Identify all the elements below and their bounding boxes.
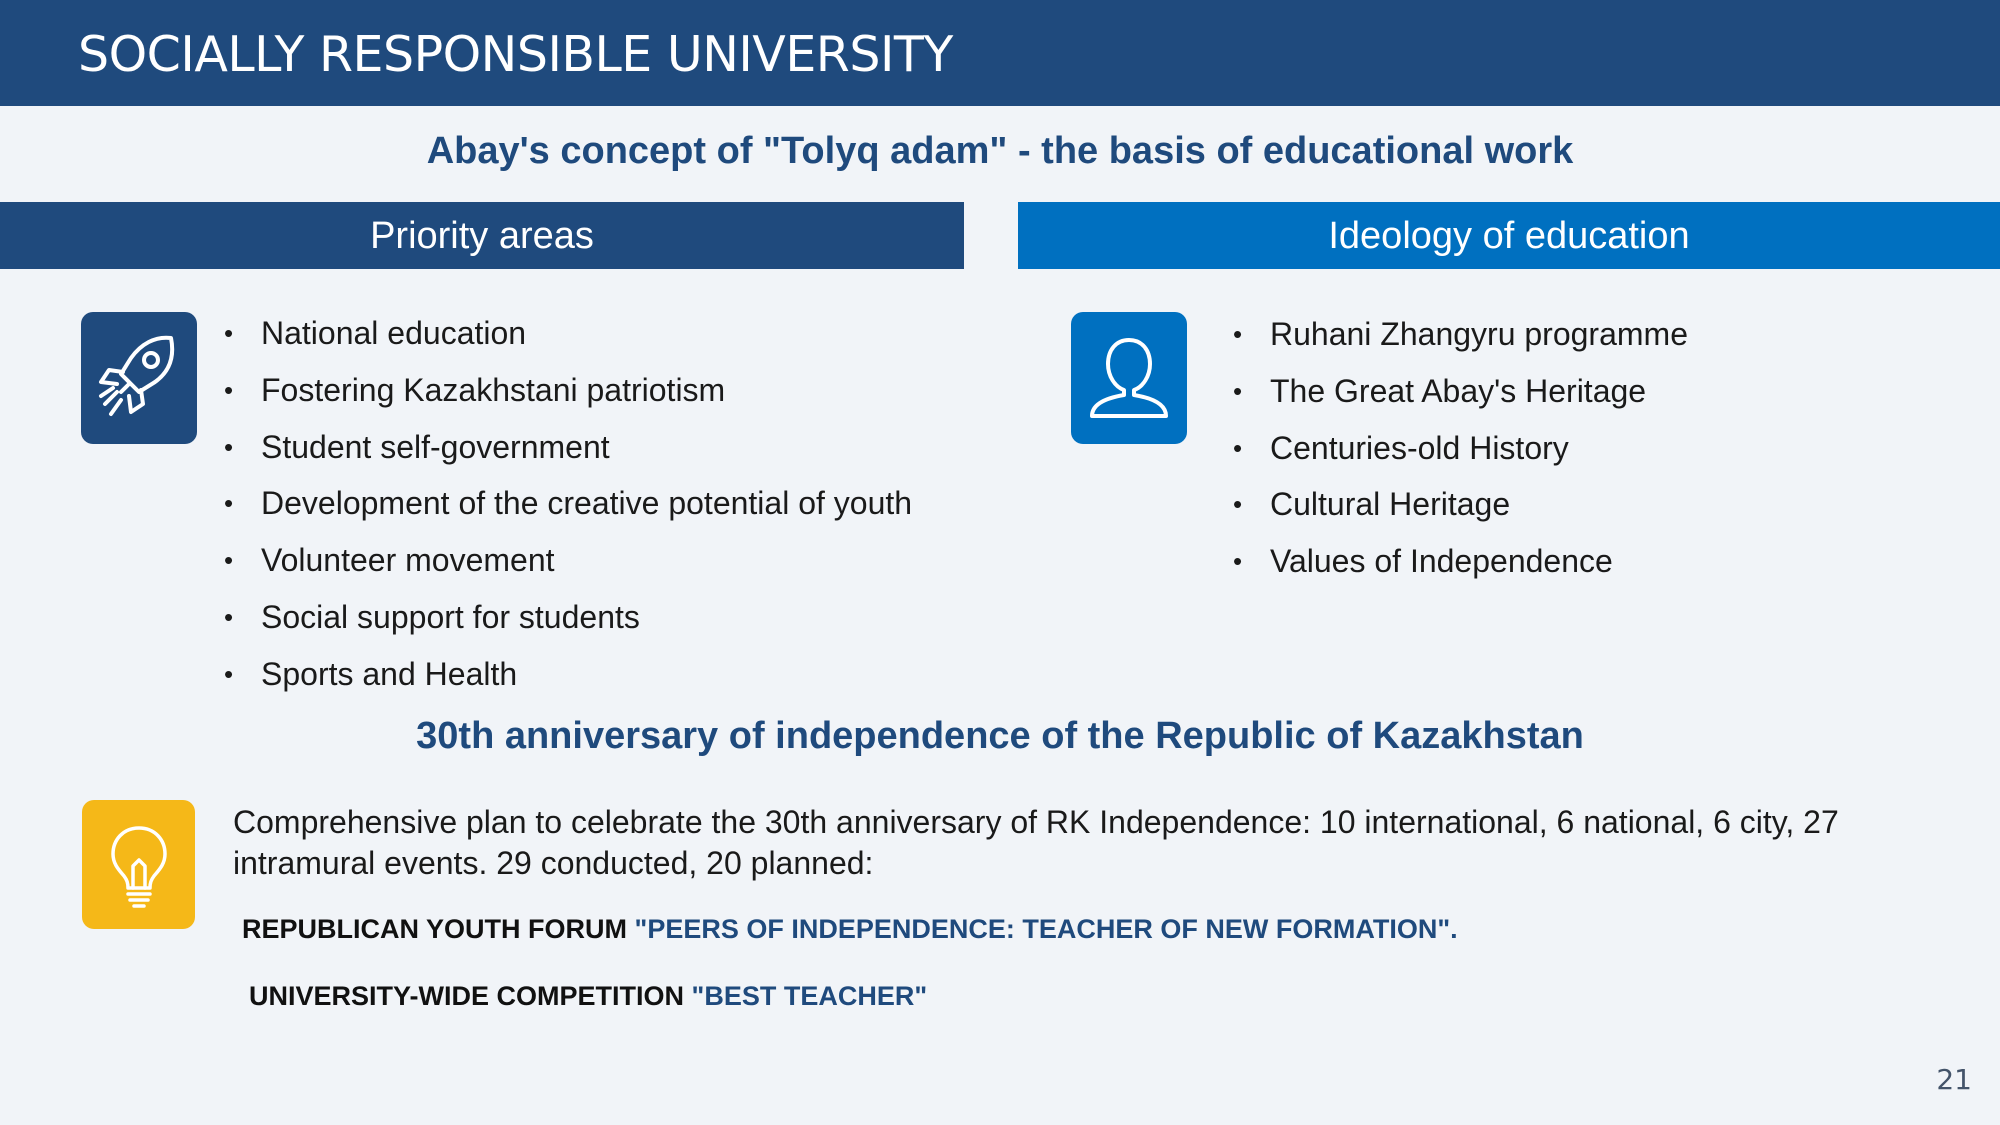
list-item: • Ruhani Zhangyru programme (1233, 306, 1688, 363)
ideology-heading: Ideology of education (1018, 202, 2000, 269)
event-name: "BEST TEACHER" (691, 981, 928, 1011)
priority-areas-list (224, 305, 912, 703)
user-icon (1071, 312, 1187, 444)
list-item: • National education (224, 305, 912, 362)
list-item: • Volunteer movement (224, 532, 912, 589)
rocket-icon (81, 312, 197, 444)
ideology-list (1233, 306, 1688, 590)
list-item: • Social support for students (224, 589, 912, 646)
list-item: • Development of the creative potential of youth (224, 475, 912, 532)
list-item: • Student self-government (224, 419, 912, 476)
list-item: • The Great Abay's Heritage (1233, 363, 1688, 420)
anniversary-title: 30th anniversary of independence of the Republic of Kazakhstan (416, 715, 1584, 757)
list-item: • Sports and Health (224, 646, 912, 703)
page-title: SOCIALLY RESPONSIBLE UNIVERSITY (78, 26, 953, 83)
priority-areas-heading: Priority areas (0, 202, 964, 269)
event-item (249, 981, 927, 1012)
page-number: 21 (1936, 1063, 1972, 1096)
event-type: REPUBLICAN YOUTH FORUM (242, 914, 628, 944)
concept-subtitle: Abay's concept of "Tolyq adam" - the basis of educational work (426, 130, 1574, 172)
event-type: UNIVERSITY-WIDE COMPETITION (249, 981, 685, 1011)
list-item: • Values of Independence (1233, 533, 1688, 590)
lightbulb-icon (82, 800, 195, 929)
list-item: • Cultural Heritage (1233, 476, 1688, 533)
list-item: • Centuries-old History (1233, 420, 1688, 477)
event-name: "PEERS OF INDEPENDENCE: TEACHER OF NEW FORMATION". (634, 914, 1458, 944)
plan-text: Comprehensive plan to celebrate the 30th anniversary of RK Independence: 10 international, 6 national, 6 city, 27 intramural events. 29 conducted, 20 planned: (233, 804, 1839, 881)
header-bar (0, 0, 2000, 106)
event-item (242, 914, 1458, 945)
list-item: • Fostering Kazakhstani patriotism (224, 362, 912, 419)
